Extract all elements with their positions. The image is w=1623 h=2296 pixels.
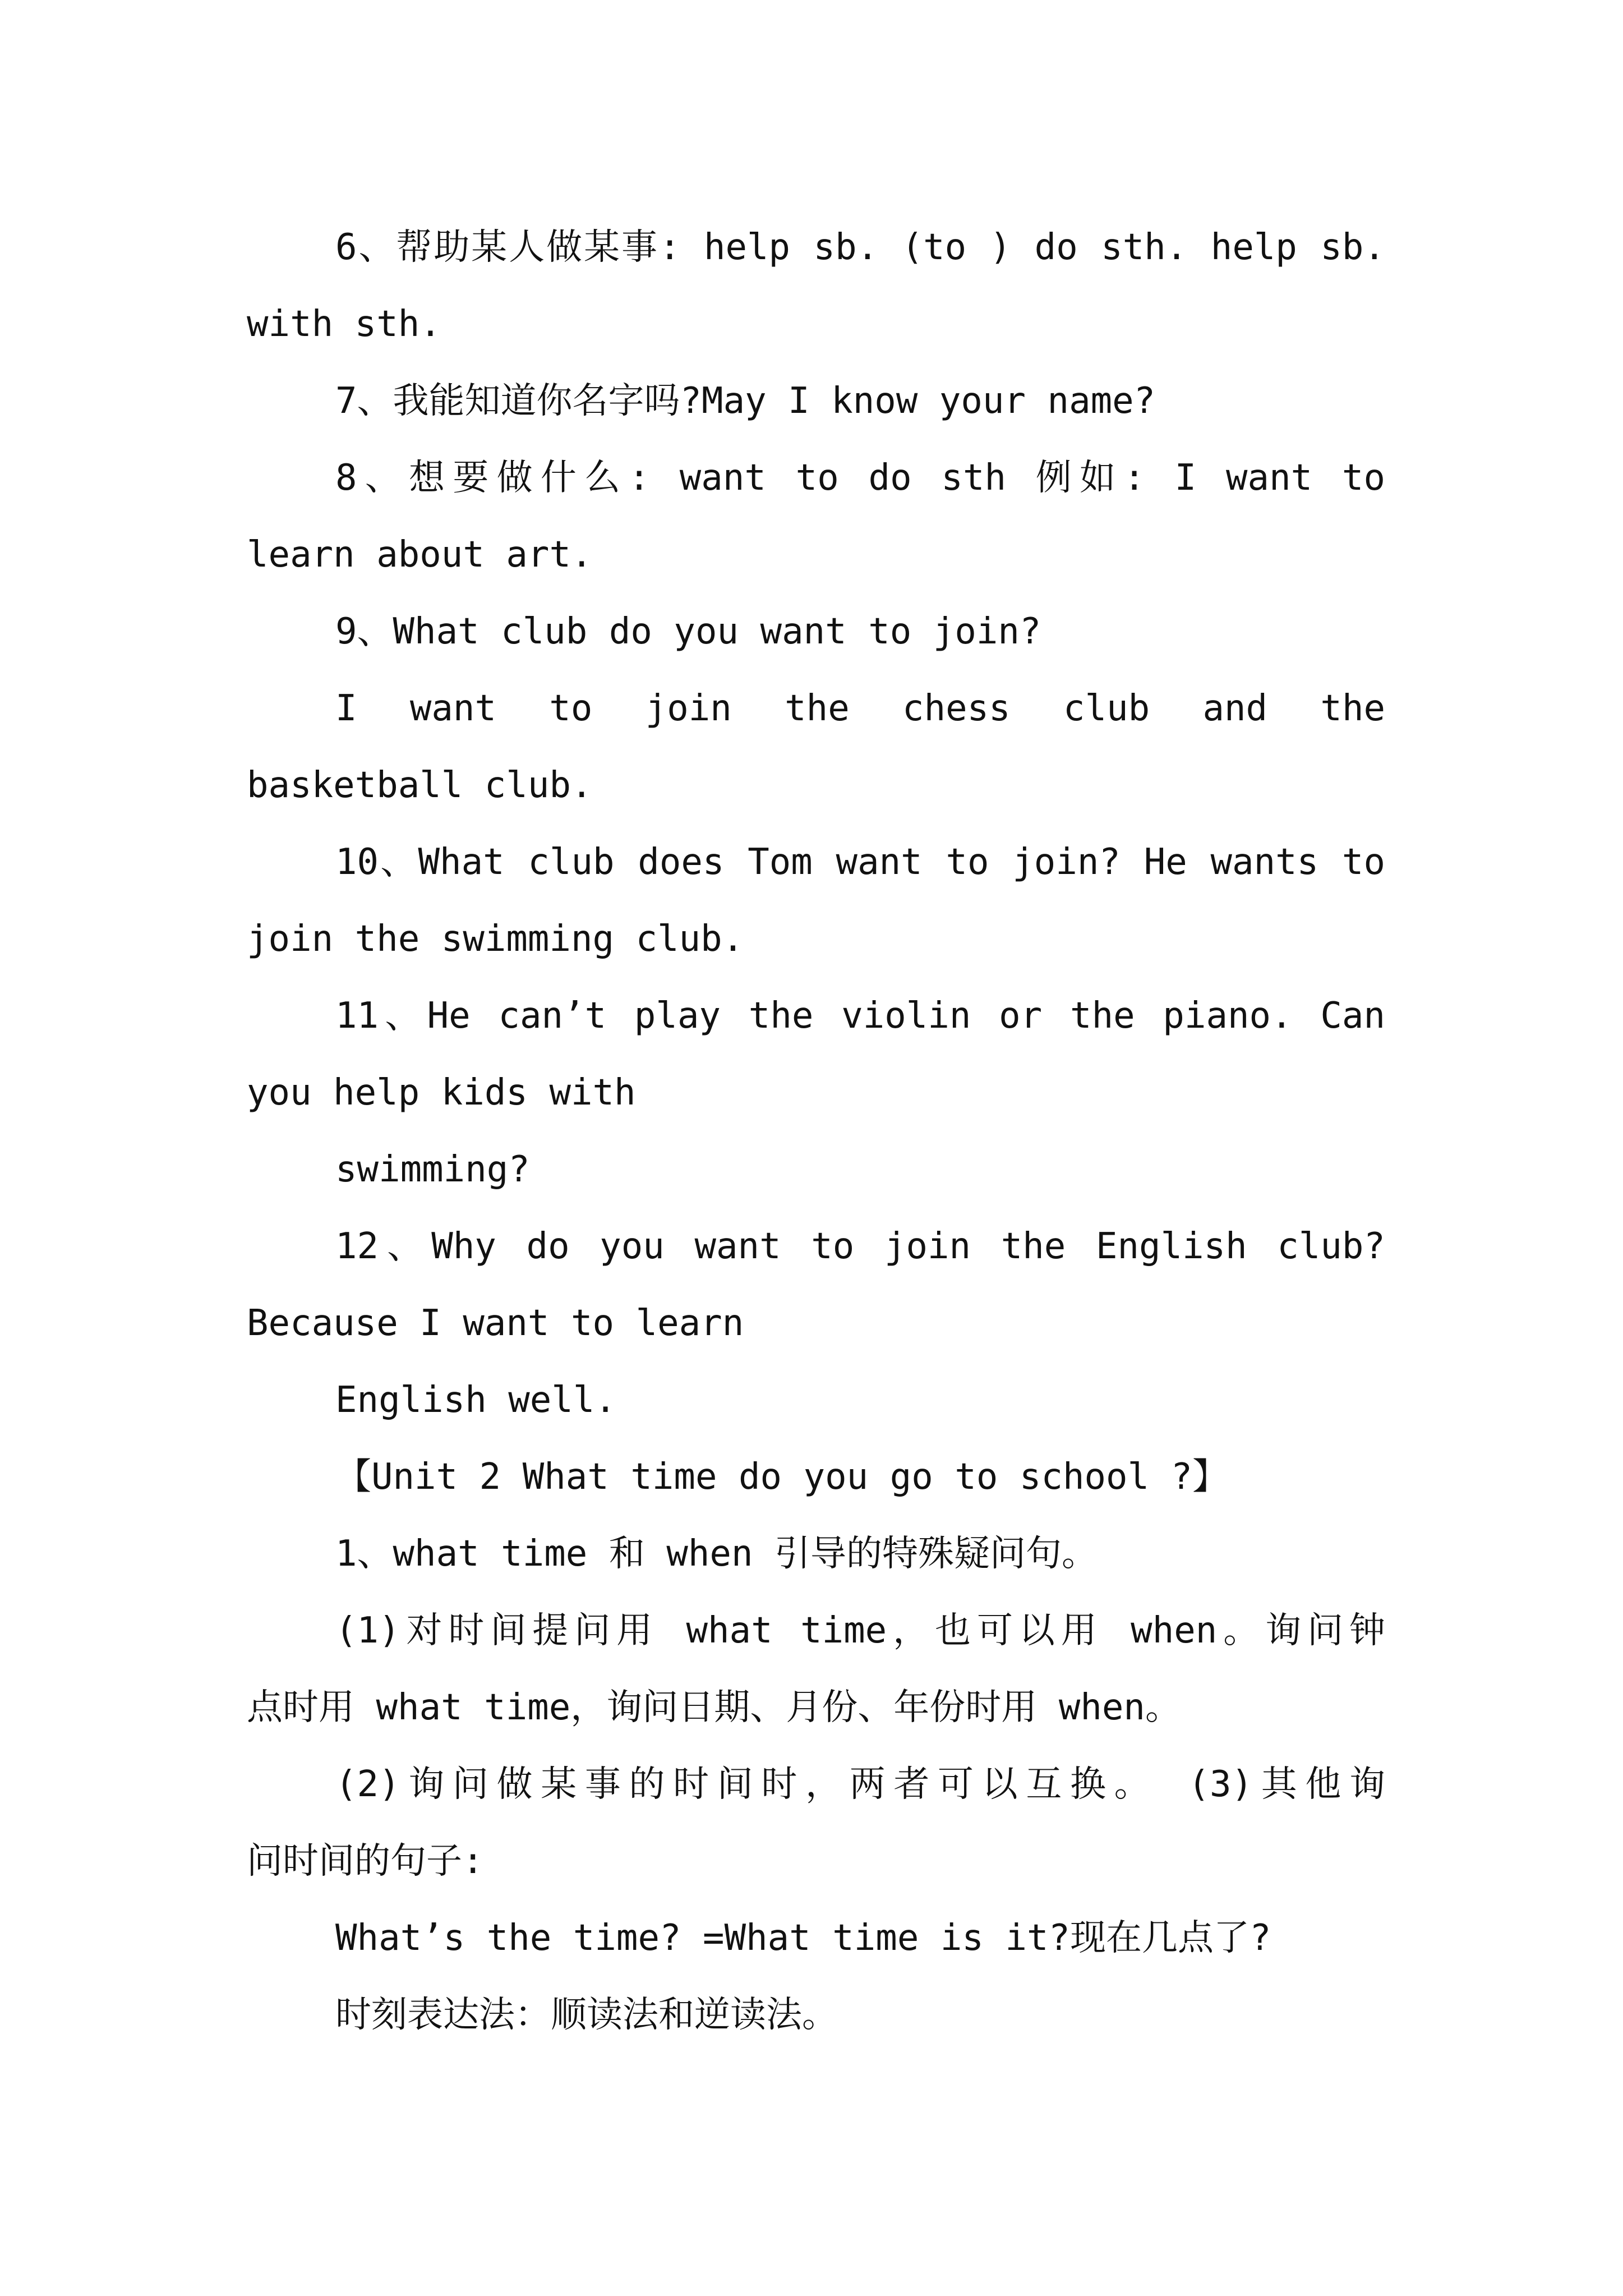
text-line: (1)对时间提问用 what time，也可以用 when。询问钟 (335, 1610, 1385, 1651)
text-line: What’s the time? =What time is it?现在几点了? (335, 1917, 1271, 1959)
document-body (247, 209, 1385, 2054)
text-line: Because I want to learn (247, 1303, 744, 1344)
text-line: 7、我能知道你名字吗?May I know your name? (335, 380, 1156, 422)
text-line: 1、what time 和 when 引导的特殊疑问句。 (335, 1533, 1098, 1575)
text-line: 10、What club does Tom want to join? He wants to (335, 841, 1385, 883)
text-line: 12、Why do you want to join the English club? (335, 1226, 1385, 1267)
text-line: 11、He can’t play the violin or the piano. Can (335, 995, 1385, 1037)
text-line: swimming? (335, 1149, 530, 1190)
text-line: learn about art. (247, 534, 593, 576)
text-line: 6、帮助某人做某事: help sb. (to ) do sth. help sb. (335, 227, 1385, 268)
text-line: 8、想要做什么: want to do sth 例如: I want to (335, 457, 1385, 499)
text-line: I want to join the chess club and the (335, 688, 1385, 729)
text-line: English well. (335, 1379, 616, 1421)
text-line: you help kids with (247, 1072, 636, 1114)
text-line: (2)询问做某事的时间时，两者可以互换。 (3)其他询 (335, 1764, 1385, 1805)
text-line: with sth. (247, 303, 441, 345)
unit-heading: 【Unit 2 What time do you go to school ?】 (335, 1456, 1229, 1498)
text-line: 时刻表达法：顺读法和逆读法。 (335, 1994, 838, 2036)
text-line: 点时用 what time，询问日期、月份、年份时用 when。 (247, 1687, 1181, 1728)
text-line: 9、What club do you want to join? (335, 611, 1041, 652)
text-line: join the swimming club. (247, 918, 744, 960)
text-line: basketball club. (247, 765, 593, 806)
text-line: 问时间的句子: (247, 1841, 484, 1882)
